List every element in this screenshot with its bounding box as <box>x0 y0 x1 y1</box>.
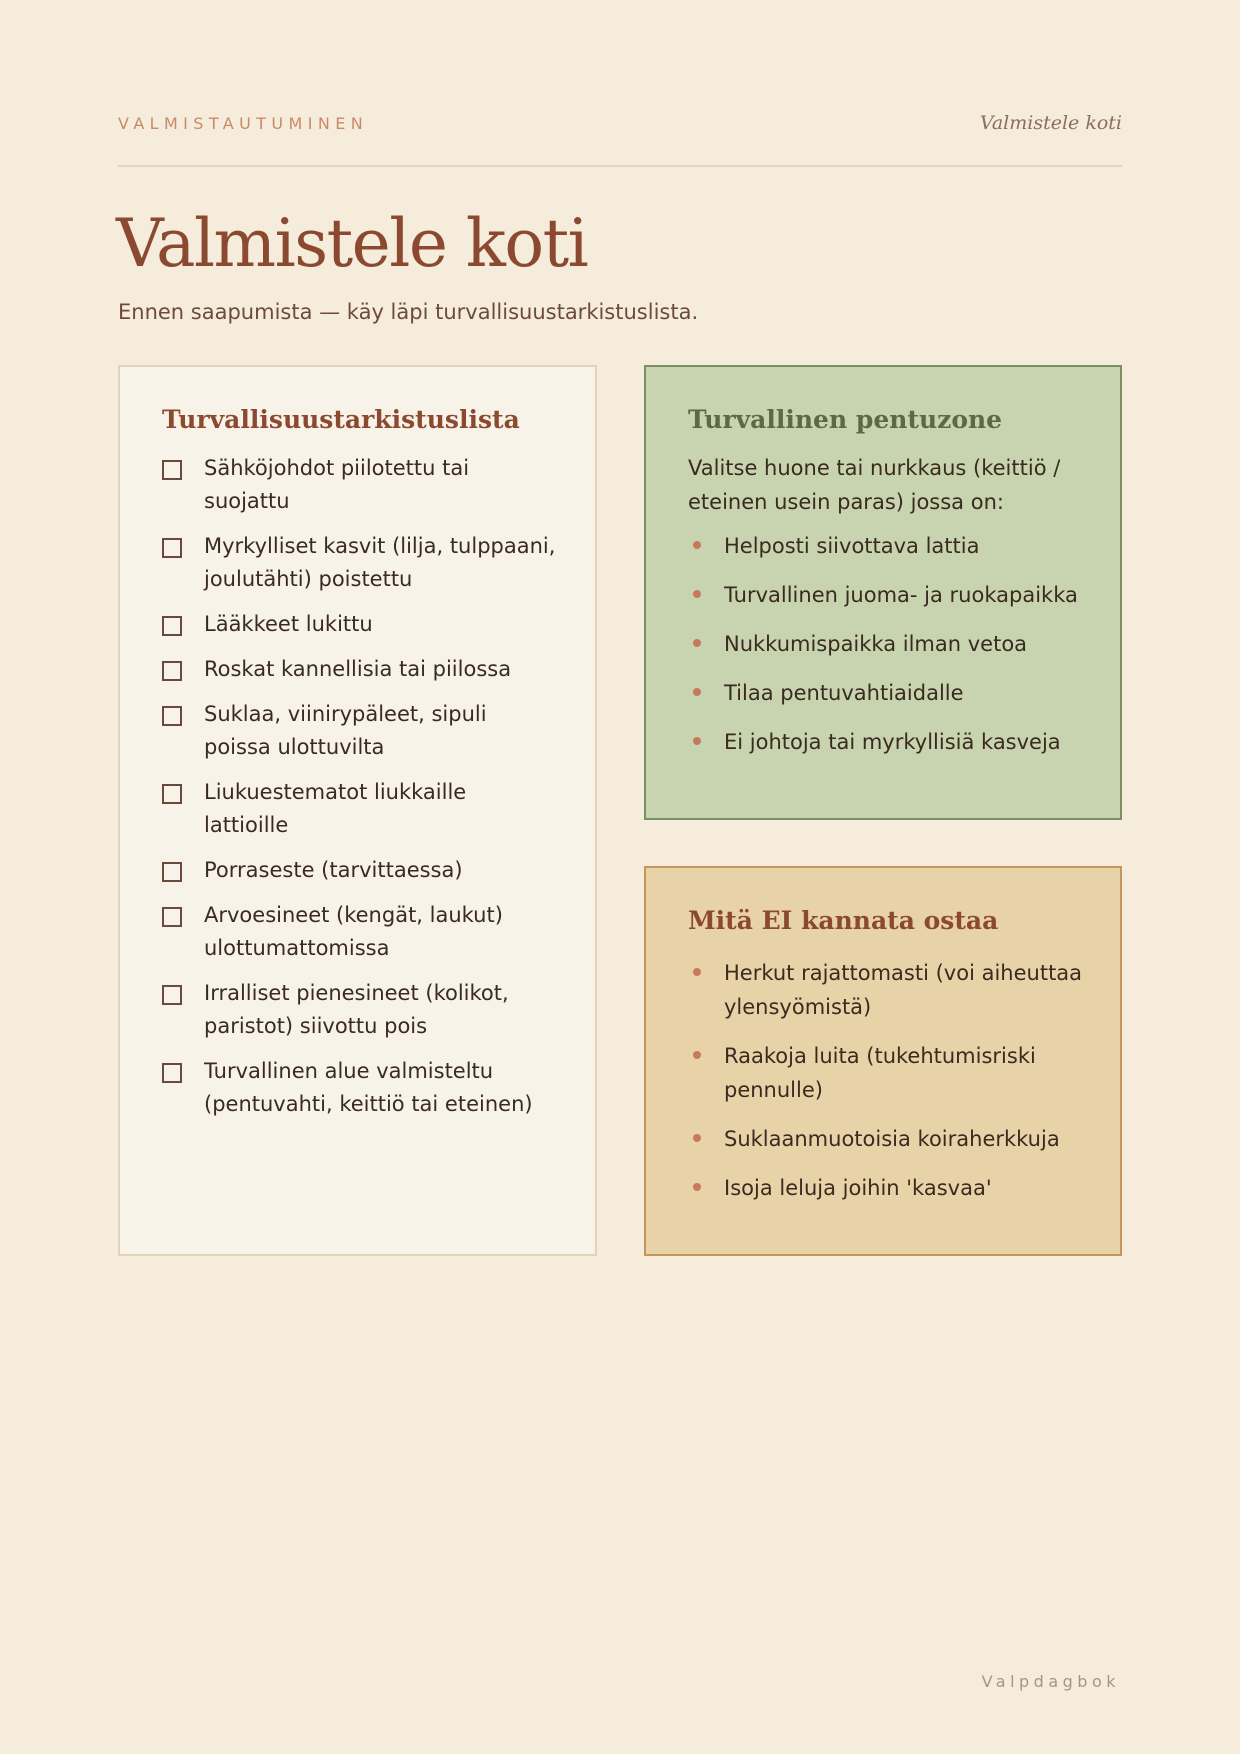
checklist-item <box>162 658 557 686</box>
puppy-zone-title: Turvallinen pentuzone <box>688 405 1003 434</box>
bullet-icon <box>693 639 701 647</box>
checkbox[interactable] <box>162 661 182 681</box>
checklist-item-label: Turvallinen alue valmisteltu (pentuvahti, keittiö tai eteinen) <box>204 1059 533 1116</box>
list-item <box>688 725 1090 759</box>
checkbox[interactable] <box>162 538 182 558</box>
page-subtitle: Ennen saapumista — käy läpi turvallisuustarkistuslista. <box>118 300 699 324</box>
checklist-item <box>162 781 557 842</box>
checklist-item-label: Arvoesineet (kengät, laukut) ulottumattomissa <box>204 903 503 960</box>
list-item-label: Ei johtoja tai myrkyllisiä kasveja <box>724 730 1061 754</box>
checkbox[interactable] <box>162 1063 182 1083</box>
footer-brand: Valpdagbok <box>981 1672 1120 1691</box>
bullet-icon <box>693 968 701 976</box>
checkbox[interactable] <box>162 706 182 726</box>
list-item <box>688 1122 1090 1156</box>
checklist-item <box>162 613 557 641</box>
checklist-item-label: Liukuestematot liukkaille lattioille <box>204 780 467 837</box>
checklist-item <box>162 982 557 1043</box>
list-item <box>688 676 1090 710</box>
page <box>118 0 1122 1754</box>
checklist-item <box>162 535 557 596</box>
running-header <box>118 112 1122 138</box>
checkbox[interactable] <box>162 862 182 882</box>
checklist-item-label: Porraseste (tarvittaessa) <box>204 858 463 882</box>
dont-buy-title: Mitä EI kannata ostaa <box>688 906 999 935</box>
list-item-label: Turvallinen juoma- ja ruokapaikka <box>724 583 1078 607</box>
checkbox[interactable] <box>162 460 182 480</box>
list-item <box>688 627 1090 661</box>
running-title: Valmistele koti <box>979 112 1122 134</box>
checklist-item-label: Sähköjohdot piilotettu tai suojattu <box>204 456 470 513</box>
checklist-item <box>162 1060 557 1121</box>
checkbox[interactable] <box>162 985 182 1005</box>
list-item-label: Suklaanmuotoisia koiraherkkuja <box>724 1127 1060 1151</box>
bullet-icon <box>693 1051 701 1059</box>
dont-buy-list <box>688 956 1090 1205</box>
bullet-icon <box>693 1183 701 1191</box>
list-item <box>688 1171 1090 1205</box>
safety-checklist-card <box>118 365 597 1256</box>
checklist-item-label: Roskat kannellisia tai piilossa <box>204 657 512 681</box>
checklist-title: Turvallisuustarkistuslista <box>162 405 520 434</box>
list-item-label: Helposti siivottava lattia <box>724 534 980 558</box>
bullet-icon <box>693 1134 701 1142</box>
list-item-label: Raakoja luita (tukehtumisriski pennulle) <box>724 1044 1036 1102</box>
checklist-item-label: Suklaa, viinirypäleet, sipuli poissa ulottuvilta <box>204 702 487 759</box>
list-item <box>688 1039 1090 1107</box>
checkbox[interactable] <box>162 907 182 927</box>
checklist-item <box>162 859 557 887</box>
puppy-zone-intro: Valitse huone tai nurkkaus (keittiö / eteinen usein paras) jossa on: <box>688 456 1061 514</box>
checklist-item <box>162 904 557 965</box>
checklist-item-label: Myrkylliset kasvit (lilja, tulppaani, joulutähti) poistettu <box>204 534 556 591</box>
bullet-icon <box>693 688 701 696</box>
list-item-label: Tilaa pentuvahtiaidalle <box>724 681 964 705</box>
list-item <box>688 578 1090 612</box>
bullet-icon <box>693 590 701 598</box>
puppy-zone-card <box>644 365 1122 820</box>
checklist-item <box>162 703 557 764</box>
bullet-icon <box>693 541 701 549</box>
checklist-item-label: Lääkkeet lukittu <box>204 612 373 636</box>
checkbox[interactable] <box>162 616 182 636</box>
dont-buy-card <box>644 866 1122 1256</box>
list-item-label: Herkut rajattomasti (voi aiheuttaa ylensyömistä) <box>724 961 1083 1019</box>
list-item <box>688 529 1090 563</box>
puppy-zone-list <box>688 529 1090 759</box>
list-item-label: Isoja leluja joihin 'kasvaa' <box>724 1176 992 1200</box>
checklist-item <box>162 457 557 518</box>
page-title: Valmistele koti <box>116 205 588 282</box>
list-item <box>688 956 1090 1024</box>
checklist-item-label: Irralliset pienesineet (kolikot, paristot) siivottu pois <box>204 981 509 1038</box>
list-item-label: Nukkumispaikka ilman vetoa <box>724 632 1028 656</box>
bullet-icon <box>693 737 701 745</box>
checkbox[interactable] <box>162 784 182 804</box>
section-label: VALMISTAUTUMINEN <box>118 114 369 133</box>
header-divider <box>118 165 1122 167</box>
checklist <box>162 457 557 1121</box>
